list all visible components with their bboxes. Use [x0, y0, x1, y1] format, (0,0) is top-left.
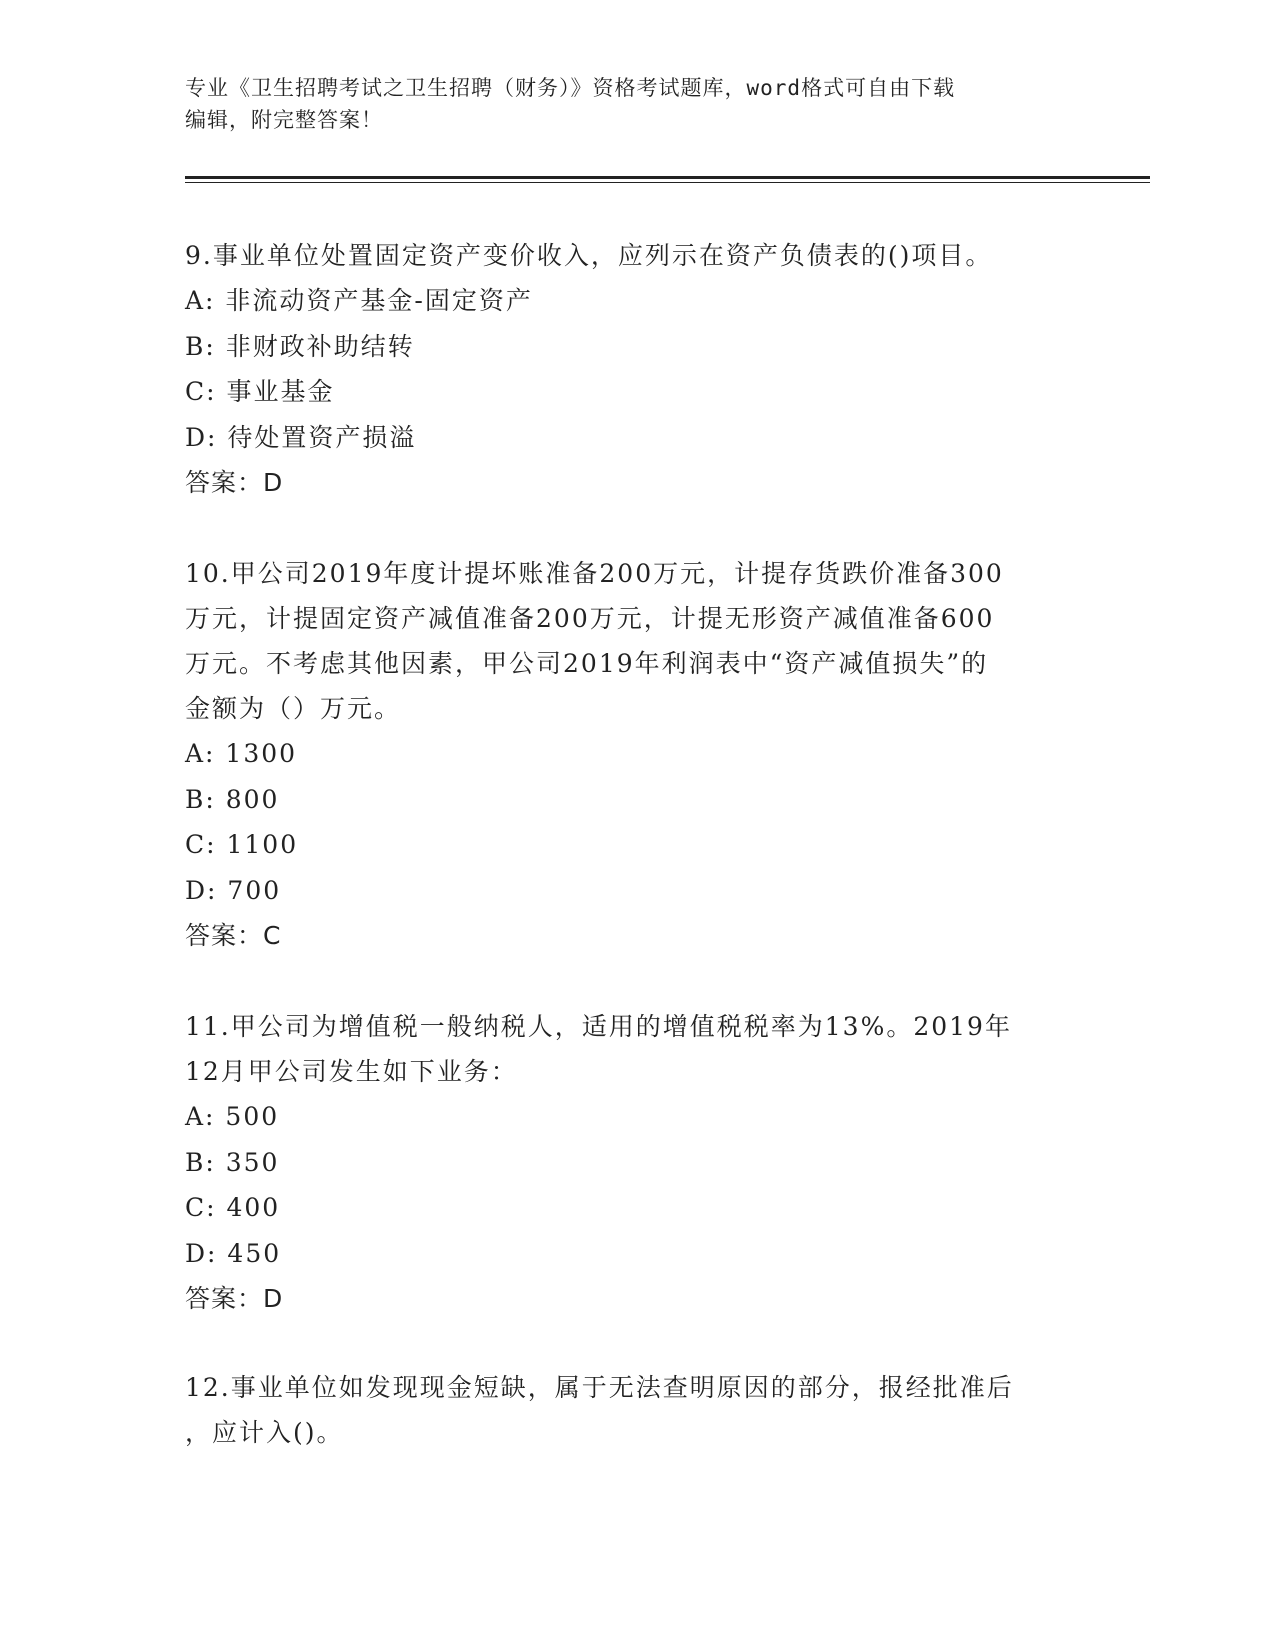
option-a: A: 500	[185, 1102, 280, 1131]
answer-label: 答案：D	[185, 1284, 284, 1313]
document-header	[185, 72, 1085, 136]
option-a: A: 1300	[185, 739, 298, 768]
option-b: B: 350	[185, 1147, 280, 1177]
question-stem-line: 12.事业单位如发现现金短缺，属于无法查明原因的部分，报经批准后	[185, 1373, 1014, 1402]
option-c: C: 事业基金	[185, 377, 335, 406]
question-9	[185, 233, 1085, 505]
question-11	[185, 1004, 1085, 1321]
option-c: C: 1100	[185, 830, 299, 859]
question-stem-line: ，应计入()。	[185, 1418, 344, 1447]
option-d: D: 700	[185, 875, 282, 905]
option-a: A: 非流动资产基金-固定资产	[185, 286, 533, 315]
question-stem-line: 11.甲公司为增值税一般纳税人，适用的增值税税率为13%。2019年	[185, 1012, 1012, 1041]
question-stem-line: 10.甲公司2019年度计提坏账准备200万元，计提存货跌价准备300	[185, 559, 1004, 588]
question-stem-line: 万元，计提固定资产减值准备200万元，计提无形资产减值准备600	[185, 604, 995, 633]
question-10	[185, 551, 1085, 958]
option-c: C: 400	[185, 1193, 281, 1222]
question-stem-line: 12月甲公司发生如下业务：	[185, 1057, 518, 1086]
option-d: D: 待处置资产损溢	[185, 422, 417, 452]
header-line-2: 编辑，附完整答案！	[185, 108, 383, 132]
option-d: D: 450	[185, 1238, 282, 1268]
question-12	[185, 1365, 1085, 1455]
answer-label: 答案：D	[185, 468, 284, 497]
question-stem-line: 9.事业单位处置固定资产变价收入，应列示在资产负债表的()项目。	[185, 241, 993, 270]
question-stem-line: 金额为（）万元。	[185, 694, 402, 723]
header-divider-thin	[185, 182, 1150, 183]
header-line-1: 专业《卫生招聘考试之卫生招聘（财务）》资格考试题库，word格式可自由下载	[185, 76, 956, 100]
option-b: B: 800	[185, 784, 280, 814]
option-b: B: 非财政补助结转	[185, 331, 415, 361]
header-divider-thick	[185, 176, 1150, 179]
question-stem-line: 万元。不考虑其他因素，甲公司2019年利润表中“资产减值损失”的	[185, 649, 989, 678]
answer-label: 答案：C	[185, 921, 282, 950]
